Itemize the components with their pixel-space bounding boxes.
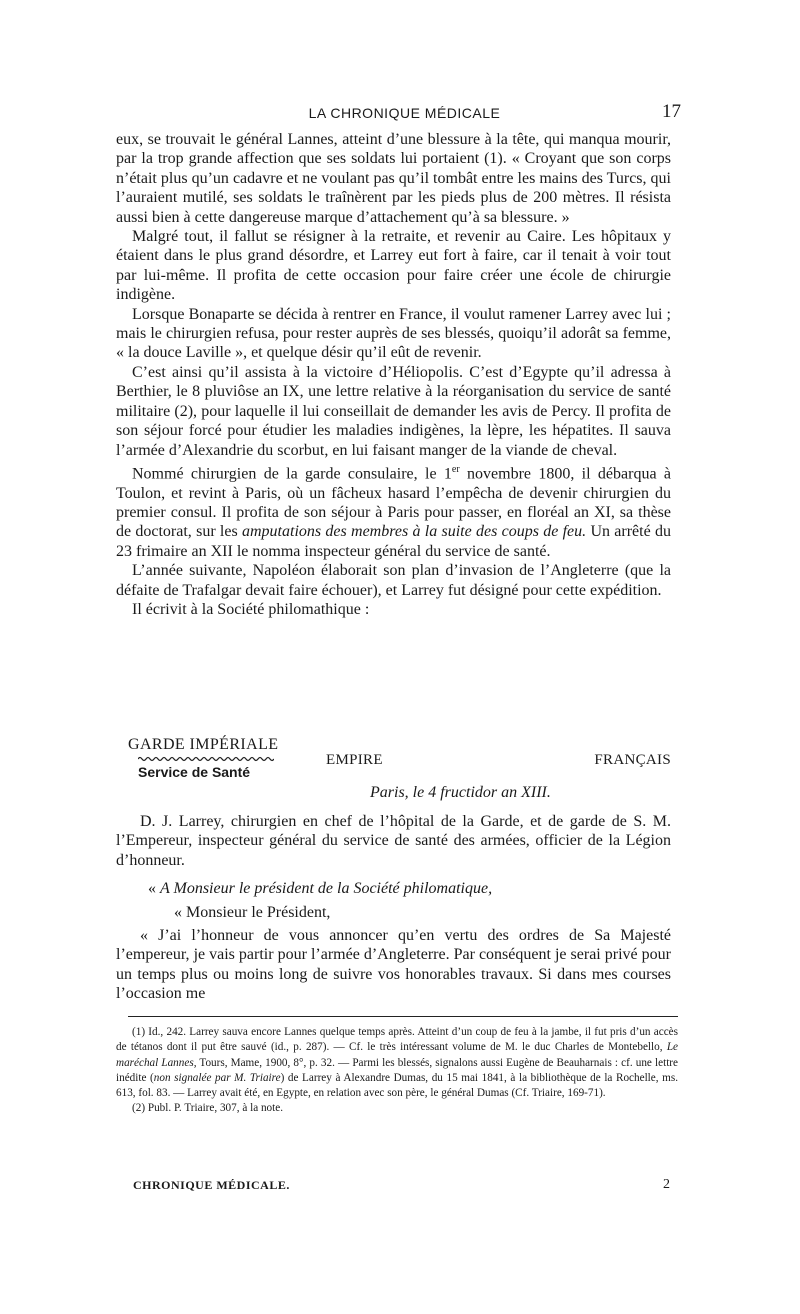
paragraph — [116, 460, 671, 561]
text-run: Tours, Mame, 1900, 8°, p. 32. — Parmi les blessés, signalons aussi Eugène de Beauharnais : cf. une lettre inédite ( — [116, 1056, 678, 1084]
text-run: Un arrêté du 23 frimaire an XII le nomma inspecteur général du service de santé. — [116, 523, 671, 560]
footnotes — [116, 1025, 678, 1117]
superscript: er — [451, 463, 460, 475]
text-run: Nommé chirurgien de la garde consulaire, le 1 — [132, 465, 452, 483]
text-run: (1) Id., 242. Larrey sauva encore Lannes quelque temps après. Atteint d’un coup de feu à la jambe, il fut pris d’un accès de tétanos dont il put être sauvé (id., p. 287). — Cf. le très intéressant volume de M. le duc Charles de Montebello, — [116, 1026, 678, 1054]
letter-salutation — [116, 879, 671, 898]
italic-note: non signalée par M. Triaire — [153, 1071, 281, 1084]
text-run: ) de Larrey à Alexandre Dumas, du 15 mai 1841, à la bibliothèque de la Rochelle, ms. 613, fol. 83. — Larrey avait été, en Egypte, en relation avec son père, le général Dumas (Cf. Triaire, 169-71). — [116, 1071, 679, 1100]
footnote-2: (2) Publ. P. Triaire, 307, à la note. — [132, 1102, 284, 1115]
quote-mark: « — [148, 880, 160, 898]
letterhead-service: Service de Santé — [138, 764, 251, 780]
page-number: 17 — [662, 101, 681, 122]
letter-text — [116, 812, 671, 1004]
paragraph: eux, se trouvait le général Lannes, atteint d’une blessure à la tête, qui manqua mourir, par la trop grande affection que ses soldats lui portaient (1). « Croyant que son corps n’était plus qu’un cadavre et ne voulant pas qu’il tombât entre les mains des Turcs, qui l’auraient mutilé, ses soldats le traînèrent par les pieds plus de 200 mètres. Il résista aussi bien à cette dangereuse marque d’attachement qu’à sa blessure. » — [116, 131, 671, 226]
book-title: Le maréchal Lannes, — [116, 1041, 678, 1069]
signature-label: CHRONIQUE MÉDICALE. — [133, 1178, 290, 1192]
thesis-title: amputations des membres à la suite des coups de feu. — [242, 523, 587, 541]
paragraph: Lorsque Bonaparte se décida à rentrer en France, il voulut ramener Larrey avec lui ; mais le chirurgien refusa, pour rester auprès de ses blessés, quoiqu’il adorât sa femme, « la douce Laville », et quelque désir qu’il eût de revenir. — [116, 305, 671, 362]
footnote-rule — [128, 1016, 678, 1017]
running-title: LA CHRONIQUE MÉDICALE — [308, 105, 501, 121]
footnote-1 — [116, 1025, 678, 1101]
letterhead-francais: FRANÇAIS — [594, 752, 671, 768]
text-run: novembre 1800, il débarqua à Toulon, et revint à Paris, où un fâcheux hasard l’empêcha de devenir chirurgien du premier consul. Il profita de son séjour à Paris pour passer, en floréal an XI, sa thèse de doctorat, sur les — [116, 465, 671, 541]
paragraph: L’année suivante, Napoléon élaborait son plan d’invasion de l’Angleterre (que la défaite de Trafalgar devait faire échouer), et Larrey fut désigné pour cette expédition. — [116, 562, 671, 599]
paragraph: Il écrivit à la Société philomathique : — [132, 601, 370, 619]
paragraph: C’est ainsi qu’il assista à la victoire d’Héliopolis. C’est d’Egypte qu’il adressa à Berthier, le 8 pluviôse an IX, une lettre relative à la réorganisation du service de santé militaire (2), pour laquelle il lui conseillait de demander les avis de Percy. Il profita de son séjour forcé pour étudier les maladies indigènes, la lèpre, les hépatites. Il sauva l’armée d’Alexandrie du scorbut, en lui faisant manger de la viande de cheval. — [116, 363, 671, 459]
salutation-text: A Monsieur le président de la Société philomatique, — [160, 880, 493, 898]
letter-salutation-2: « Monsieur le Président, — [174, 903, 331, 921]
main-text — [116, 130, 671, 619]
wavy-rule — [138, 756, 274, 762]
letterhead-empire: EMPIRE — [326, 752, 383, 768]
letter-paragraph: D. J. Larrey, chirurgien en chef de l’hôpital de la Garde, et de garde de S. M. l’Empereur, inspecteur général du service de santé des armées, officier de la Légion d’honneur. — [116, 813, 671, 869]
signature-number: 2 — [663, 1177, 670, 1192]
paragraph: Malgré tout, il fallut se résigner à la retraite, et revenir au Caire. Les hôpitaux y étaient dans le plus grand désordre, et Larrey eut fort à faire, car il tenait à voir tout par lui-même. Il profita de cette occasion pour faire créer une école de chirurgie indigène. — [116, 228, 671, 304]
letterhead — [128, 736, 671, 806]
signature-line — [133, 1178, 678, 1196]
letter-dateline: Paris, le 4 fructidor an XIII. — [370, 784, 551, 801]
letter-paragraph: « J’ai l’honneur de vous annoncer qu’en vertu des ordres de Sa Majesté l’empereur, je vais partir pour l’armée d’Angleterre. Par conséquent je serai privé pour un temps plus ou moins long de suivre vos honorables travaux. Si dans mes courses l’occasion me — [116, 927, 671, 1003]
running-head — [128, 101, 681, 127]
letterhead-garde-imperiale: GARDE IMPÉRIALE — [128, 736, 279, 753]
